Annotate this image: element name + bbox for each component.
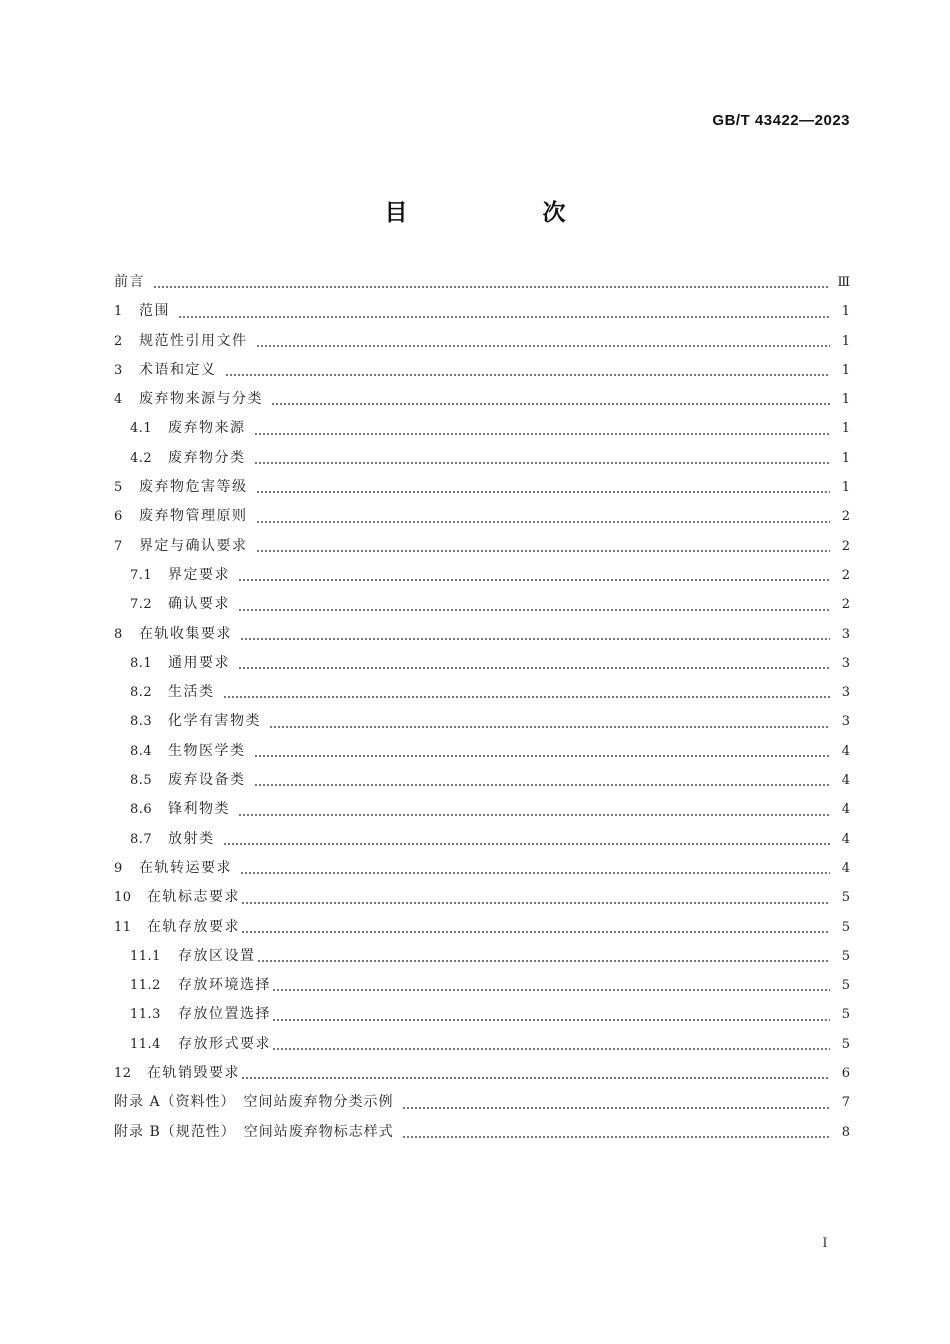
toc-entry-title: 存放形式要求 xyxy=(178,1035,271,1052)
toc-leader-dots xyxy=(238,667,830,669)
toc-leader-dots xyxy=(153,286,830,288)
toc-entry-title: 范围 xyxy=(139,303,170,320)
toc-entry-12[interactable] xyxy=(114,1059,850,1088)
toc-entry-11-4[interactable] xyxy=(114,1030,850,1059)
toc-entry-number: 7 xyxy=(114,538,123,554)
toc-entry-title: 规范性引用文件 xyxy=(139,332,248,349)
toc-entry-page: 1 xyxy=(841,421,850,437)
toc-entry-number: 8.3 xyxy=(130,714,153,730)
toc-entry-page: 5 xyxy=(841,1036,850,1052)
toc-entry-number: 11.3 xyxy=(130,1007,161,1023)
toc-entry-page: 3 xyxy=(841,685,850,701)
toc-entry-number: 7.1 xyxy=(130,567,153,583)
toc-leader-dots xyxy=(256,491,831,493)
toc-leader-dots xyxy=(241,931,830,933)
toc-entry-number: 4.1 xyxy=(130,421,153,437)
toc-entry-8-4[interactable] xyxy=(114,737,850,766)
toc-entry-number: 9 xyxy=(114,860,123,876)
toc-leader-dots xyxy=(271,403,830,405)
toc-leader-dots xyxy=(272,989,830,991)
toc-entry-number: 11 xyxy=(114,919,132,935)
toc-entry-title: 存放区设置 xyxy=(178,947,256,964)
toc-entry-title: 附录 B（规范性） 空间站废弃物标志样式 xyxy=(114,1123,394,1140)
toc-entry-page: 7 xyxy=(841,1095,850,1111)
toc-entry-title: 废弃物分类 xyxy=(168,449,246,466)
toc-entry-page: 2 xyxy=(841,538,850,554)
toc-entry-page: Ⅲ xyxy=(837,275,850,290)
toc-entry-title: 附录 A（资料性） 空间站废弃物分类示例 xyxy=(114,1094,394,1111)
toc-entry-page: 4 xyxy=(841,860,850,876)
toc-leader-dots xyxy=(238,814,830,816)
toc-entry-title: 废弃物来源与分类 xyxy=(139,391,263,408)
toc-entry-title: 术语和定义 xyxy=(139,361,217,378)
toc-entry-page: 6 xyxy=(841,1066,850,1082)
toc-entry-number: 8.1 xyxy=(130,655,153,671)
toc-entry-title: 生物医学类 xyxy=(168,742,246,759)
toc-leader-dots xyxy=(241,1077,830,1079)
toc-entry-page: 1 xyxy=(841,304,850,320)
toc-leader-dots xyxy=(223,696,831,698)
toc-entry-8-1[interactable] xyxy=(114,649,850,678)
toc-entry-page: 4 xyxy=(841,831,850,847)
toc-entry-number: 8.7 xyxy=(130,831,153,847)
toc-entry-title: 在轨收集要求 xyxy=(139,625,232,642)
toc-entry-title: 前言 xyxy=(114,274,145,290)
toc-entry-number: 11.2 xyxy=(130,978,161,994)
toc-entry-page: 8 xyxy=(841,1124,850,1140)
toc-leader-dots xyxy=(402,1107,830,1109)
toc-entry-number: 11.4 xyxy=(130,1036,161,1052)
toc-entry-8-3[interactable] xyxy=(114,707,850,736)
toc-entry-page: 1 xyxy=(841,362,850,378)
toc-entry-title: 在轨销毁要求 xyxy=(147,1065,240,1082)
toc-entry-foreword[interactable] xyxy=(114,268,850,297)
toc-entry-number: 7.2 xyxy=(130,597,153,613)
toc-entry-page: 4 xyxy=(841,802,850,818)
toc-entry-page: 5 xyxy=(841,919,850,935)
toc-entry-title: 废弃物管理原则 xyxy=(139,508,248,525)
toc-entry-number: 8.6 xyxy=(130,802,153,818)
toc-entry-number: 4.2 xyxy=(130,450,153,466)
toc-leader-dots xyxy=(254,433,831,435)
toc-entry-title: 确认要求 xyxy=(168,596,230,613)
toc-entry-2[interactable] xyxy=(114,327,850,356)
toc-leader-dots xyxy=(256,345,831,347)
toc-entry-number: 10 xyxy=(114,890,132,906)
toc-entry-title: 界定要求 xyxy=(168,566,230,583)
toc-entry-page: 1 xyxy=(841,480,850,496)
toc-entry-9[interactable] xyxy=(114,854,850,883)
toc-leader-dots xyxy=(223,843,831,845)
toc-entry-8-5[interactable] xyxy=(114,766,850,795)
toc-entry-7[interactable] xyxy=(114,532,850,561)
toc-entry-8[interactable] xyxy=(114,620,850,649)
toc-entry-11-1[interactable] xyxy=(114,942,850,971)
toc-leader-dots xyxy=(256,521,831,523)
toc-entry-number: 11.1 xyxy=(130,948,161,964)
toc-entry-page: 1 xyxy=(841,392,850,408)
toc-entry-title: 锋利物类 xyxy=(168,801,230,818)
toc-entry-number: 8.2 xyxy=(130,685,153,701)
toc-entry-8-7[interactable] xyxy=(114,825,850,854)
toc-entry-title: 在轨标志要求 xyxy=(147,889,240,906)
toc-entry-page: 5 xyxy=(841,890,850,906)
standard-number: GB/T 43422—2023 xyxy=(712,112,850,129)
toc-entry-3[interactable] xyxy=(114,356,850,385)
toc-entry-page: 3 xyxy=(841,655,850,671)
toc-entry-11[interactable] xyxy=(114,913,850,942)
toc-entry-page: 2 xyxy=(841,597,850,613)
toc-leader-dots xyxy=(272,1048,830,1050)
toc-entry-page: 5 xyxy=(841,978,850,994)
toc-entry-number: 3 xyxy=(114,362,123,378)
toc-entry-number: 8.5 xyxy=(130,773,153,789)
toc-entry-page: 1 xyxy=(841,333,850,349)
toc-leader-dots xyxy=(238,579,830,581)
toc-entry-page: 3 xyxy=(841,714,850,730)
toc-leader-dots xyxy=(272,1019,830,1021)
toc-entry-title: 存放位置选择 xyxy=(178,1006,271,1023)
toc-leader-dots xyxy=(225,374,831,376)
toc-entry-7-2[interactable] xyxy=(114,590,850,619)
toc-entry-page: 4 xyxy=(841,743,850,759)
toc-entry-number: 6 xyxy=(114,509,123,525)
toc-entry-11-3[interactable] xyxy=(114,1000,850,1029)
toc-entry-6[interactable] xyxy=(114,502,850,531)
toc-entry-title: 在轨存放要求 xyxy=(147,918,240,935)
toc-entry-page: 1 xyxy=(841,450,850,466)
toc-entry-number: 4 xyxy=(114,392,123,408)
toc-entry-title: 废弃物来源 xyxy=(168,420,246,437)
toc-entry-number: 12 xyxy=(114,1066,132,1082)
toc-entry-number: 8 xyxy=(114,626,123,642)
toc-leader-dots xyxy=(254,755,831,757)
toc-entry-10[interactable] xyxy=(114,883,850,912)
toc-leader-dots xyxy=(178,316,830,318)
toc-entry-number: 5 xyxy=(114,480,123,496)
toc-entry-title: 存放环境选择 xyxy=(178,977,271,994)
toc-entry-1[interactable] xyxy=(114,297,850,326)
toc-entry-11-2[interactable] xyxy=(114,971,850,1000)
table-of-contents xyxy=(114,268,850,1147)
toc-leader-dots xyxy=(254,784,831,786)
toc-entry-number: 1 xyxy=(114,304,123,320)
toc-entry-title: 化学有害物类 xyxy=(168,713,261,730)
toc-leader-dots xyxy=(257,960,831,962)
toc-leader-dots xyxy=(254,462,831,464)
toc-entry-title: 生活类 xyxy=(168,684,215,701)
toc-entry-title: 界定与确认要求 xyxy=(139,537,248,554)
toc-entry-title: 通用要求 xyxy=(168,654,230,671)
toc-leader-dots xyxy=(402,1136,830,1138)
toc-entry-page: 2 xyxy=(841,509,850,525)
toc-entry-7-1[interactable] xyxy=(114,561,850,590)
toc-entry-4[interactable] xyxy=(114,385,850,414)
toc-entry-appendix-a[interactable] xyxy=(114,1088,850,1117)
toc-leader-dots xyxy=(269,726,830,728)
toc-leader-dots xyxy=(238,609,830,611)
toc-entry-title: 在轨转运要求 xyxy=(139,859,232,876)
toc-entry-5[interactable] xyxy=(114,473,850,502)
toc-entry-page: 4 xyxy=(841,773,850,789)
toc-entry-page: 5 xyxy=(841,1007,850,1023)
toc-leader-dots xyxy=(256,550,831,552)
page-number: Ⅰ xyxy=(822,1236,828,1251)
toc-entry-title: 废弃设备类 xyxy=(168,772,246,789)
toc-entry-appendix-b[interactable] xyxy=(114,1118,850,1147)
toc-leader-dots xyxy=(241,902,830,904)
toc-entry-8-2[interactable] xyxy=(114,678,850,707)
toc-entry-number: 8.4 xyxy=(130,743,153,759)
toc-entry-page: 3 xyxy=(841,626,850,642)
toc-title: 目 次 xyxy=(384,200,622,226)
toc-entry-page: 2 xyxy=(841,567,850,583)
toc-entry-8-6[interactable] xyxy=(114,795,850,824)
toc-leader-dots xyxy=(240,638,830,640)
toc-leader-dots xyxy=(240,872,830,874)
toc-entry-number: 2 xyxy=(114,333,123,349)
toc-entry-title: 放射类 xyxy=(168,830,215,847)
toc-entry-page: 5 xyxy=(841,948,850,964)
toc-entry-title: 废弃物危害等级 xyxy=(139,479,248,496)
toc-entry-4-1[interactable] xyxy=(114,414,850,443)
toc-entry-4-2[interactable] xyxy=(114,444,850,473)
